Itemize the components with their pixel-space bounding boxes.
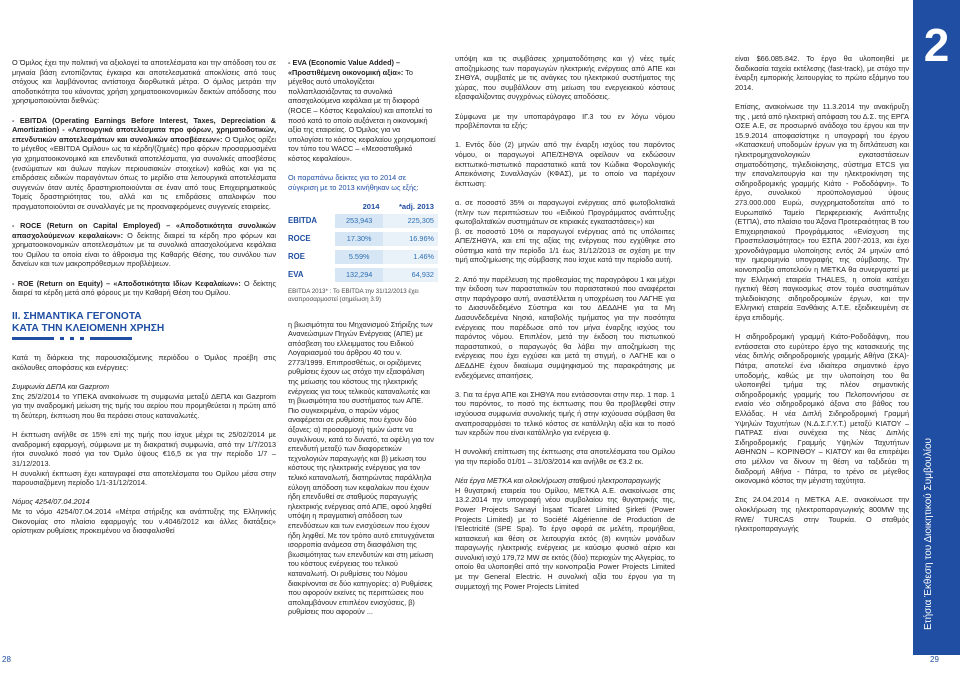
discount-paragraph: Η έκπτωση ανήλθε σε 15% επί της τιμής που ίσχυε μέχρι τις 25/02/2014 με αναδρομική εφαρμογή, σύμφωνα με τη διακρατική συμφωνία, από την 1/7/2013 ήτοι συνολικό ποσό για τον Όμιλο ύψους €16,5 εκ για την περίοδο 1/7 – 31/12/2013. <box>12 430 276 468</box>
eva-text: Το μέγεθος αυτό υπολογίζεται πολλαπλασιάζοντας τα συνολικά απασχολούμενα κεφάλαια με τη διαφορά (ROCE – Κόστος Κεφαλαίου) και αποτελεί το ποσό κατά το οποίο αυξάνεται η οικονομική αξία της εταιρείας. Ο Όμιλος για να υπολογίσει το κόστος κεφαλαίου χρησιμοποιεί τον τύπο του WACC – «Μεσοσταθμικό κόστος κεφαλαίου». <box>288 67 436 163</box>
row-label: EBITDA <box>288 215 318 225</box>
value-2013: 225,305 <box>383 214 438 228</box>
value-2013: 1.46% <box>383 250 438 264</box>
row-label: EVA <box>288 269 304 279</box>
chapter-sidebar <box>913 0 960 655</box>
col4-paragraph-4: Στις 24.04.2014 η ΜΕΤΚΑ Α.Ε. ανακοίνωσε την ολοκλήρωση της ηλεκτροπαραγωγικής 800MW της RWE/ TURCAS στην Τουρκία. Ο σταθμός ηλεκτροπαραγωγής <box>735 495 909 534</box>
row-label: ROE <box>288 251 305 261</box>
value-2014: 132,294 <box>335 268 384 282</box>
law-heading: Νόμος 4254/07.04.2014 <box>12 497 90 507</box>
ebitda-text: Ο Όμιλος ορίζει το μέγεθος «EBITDA Ομίλου» ως τα κέρδη/(ζημιές) προ φόρων προσαρμοσμένα για χρηματοοικονομικά και επενδυτικά αποτελέσματα, για συνολικές αποσβέσεις (ενσώματων και άυλων παγίων περιουσιακών στοιχείων) καθώς και για τις επιδράσεις ειδικών παραγόντων όπως το μερίδιο στα λειτουργικά αποτελέσματα συγγενών όταν αυτές δραστηριοποιούνται σε έναν από τους Επιχειρηματικούς Τομείς δραστηριότητας του, αλλά και τις επιδράσεις απαλοιφών που πραγματοποιούνται σε συναλλαγές με τις προαναφερόμενες συγγενείς εταιρείες. <box>12 134 276 211</box>
ebitda-definition <box>12 116 276 212</box>
discount-paragraph-2: Η συνολική έκπτωση έχει καταγραφεί στα αποτελέσματα του Ομίλου μέσα στην παρουσιαζόμενη περίοδο 1/1-31/12/2014. <box>12 468 276 488</box>
page-number-left: 28 <box>2 655 11 664</box>
roce-term: - ROCE (Return on Capital Employed) – «Αποδοτικότητα συνολικών απασχολούμενων κεφαλαίων»: <box>12 221 276 240</box>
value-2014: 17.30% <box>335 232 384 246</box>
col-header-2014: 2014 <box>362 201 380 211</box>
table-footnote: EBITDA 2013* : Το EBITDA την 31/12/2013 έχει αναπροσαρμοστεί (σημείωση 3.9) <box>288 287 419 303</box>
eva-term: - EVA (Economic Value Added) – «Προστιθέμενη οικονομική αξία»: <box>288 58 404 77</box>
left-column-2 <box>288 58 436 627</box>
col4-paragraph-2: Επίσης, ανακοίνωσε την 11.3.2014 την ανακήρυξη της , μετά από ηλεκτρική απόφαση του Δ.Σ. της ΕΡΓΑ ΟΣΕ Α.Ε, σε προσωρινό ανάδοχο του έργου και την 15.9.2014 αποφασίστηκε η υπογραφή του έργου «Κατασκευή υποδομών έργων για τη διπλάτευση και ηλεκτρομηχανολογικών εγκαταστάσεων σηματοδότησης, τηλεδιοίκησης, σύστημα ETCS για την επαναλειτουργία και την ηλεκτροκίνηση της σιδηροδρομικής γραμμής Κιάτο - Ροδοδάφνη». Το έργο, συνολικού προϋπολογισμού ύψους 273.000.000 Ευρώ, συγχρηματοδοτείται από το Ευρωπαϊκό Ταμείο Περιφερειακής Ανάπτυξης (ΕΤΠΑ), στο πλαίσιο του Άξονα Προτεραιότητας Β του Επιχειρησιακού Προγράμματος «Ενίσχυση της Προσπελασιμότητας» του ΕΣΠΑ 2007-2013, και έχει χρονοδιάγραμμα υλοποίησης εντός 24 μηνών από την ημερομηνία υπογραφής της σύμβασης. Την κοινοπραξία αποτελούν η ΜΕΤΚΑ θα συνεργαστεί με την Ελληνική εταιρεία THALES, η οποία κατέχει ηγετική θέση παγκοσμίως στον τομέα συστημάτων τηλεδιοίκησης σιδηροδρομικών έργων, και την Ελληνική εταιρεία Ξανθάκης Α.Τ.Ε. εξειδικευμένη σε έργα επιδομής. <box>735 101 909 323</box>
section-title-line-1: II. ΣΗΜΑΝΤΙΚΑ ΓΕΓΟΝΟΤΑ <box>12 311 142 323</box>
page-number-right: 29 <box>930 655 939 664</box>
right-column-1 <box>455 54 675 601</box>
table-row-roce <box>288 232 438 246</box>
roe-text: Ο δείκτης διαιρεί τα κέρδη μετά από φόρους με την Καθαρή Θέση του Ομίλου. <box>12 278 276 298</box>
gazprom-heading: Συμφωνία ΔΕΠΑ και Gazprom <box>12 382 110 392</box>
intro-paragraph: Ο Όμιλος έχει την πολιτική να αξιολογεί τα αποτελέσματα και την απόδοση του σε μηνιαία βάση εντοπίζοντας έγκαιρα και αποτελεσματικά αποκλίσεις από τους στόχους και λαμβάνοντας αντίστοιχα διορθωτικά μέτρα. Ο όμιλος μετράει την αποδοτικότητα του κάνοντας χρήση χρηματοοικονομικών δεικτών απόδοσης που χρησιμοποιούνται διεθνώς: <box>12 58 276 106</box>
section-divider <box>12 337 132 341</box>
eva-definition <box>288 58 436 164</box>
table-row-roe <box>288 250 438 264</box>
value-2014: 5.59% <box>335 250 384 264</box>
chapter-title: Ετήσια Έκθεση του Διοικητικού Συμβουλίου <box>923 437 934 630</box>
col3-paragraph-8: Η συνολική επίπτωση της έκπτωσης στα αποτελέσματα του Ομίλου για την περίοδο 01/01 – 31/03/2014 και ανήλθε σε €3.2 εκ. <box>455 447 675 466</box>
value-2014: 253,943 <box>335 214 384 228</box>
table-row-ebitda <box>288 214 438 228</box>
col4-paragraph-1: είναι $66.085.842. Το έργο θα υλοποιηθεί με διαδικασία ταχεία εκτέλεσης (fast-track), με στόχο την έναρξη εμπορικής λειτουργίας το πρώτο εξάμηνο του 2014. <box>735 54 909 92</box>
row-label: ROCE <box>288 233 311 243</box>
col3-paragraph-4: α. σε ποσοστό 35% οι παραγωγοί ενέργειας από φωτοβολταϊκά (πλην των περιπτώσεων του «Ειδικού Προγράμματος ανάπτυξης φωτοβολταϊκών συστημάτων σε κτιριακές εγκαταστάσεις») και <box>455 197 675 227</box>
indicators-table <box>288 202 438 282</box>
col2-bottom-paragraph: η βιωσιμότητα του Μηχανισμού Στήριξης των Ανανεώσιμων Πηγών Ενέργειας (ΑΠΕ) με απόσβεση του ελλειμματος του Ειδικού Λογαριασμού του άρθρου 40 του ν. 2773/1999. Επιπροσθέτως, οι οριζόμενες ρυθμίσεις έχουν ως στόχο την εξασφάλιση της μείωσης του κόστους της ηλεκτρικής ενέργειας για τους τελικούς καταναλωτές και τη βιωσιμότητα του συστήματος των ΑΠΕ. Πιο συγκεκριμένα, ο παρών νόμος αναφέρεται σε ρυθμίσεις που έχουν δύο άξονες: α) προσαρμογή τιμών ώστε να συγκλίνουν, κατά το δυνατό, τα οφέλη για τον επενδυτή μεταξύ των διαφορετικών τεχνολογιών παραγωγής και β) μείωση του κόστους της ηλεκτρικής ενέργειας για τον τελικό καταναλωτή, διατηρώντας παράλληλα εύλογη απόδοση των κεφαλαίων που έχουν ήδη επενδυθεί σε σταθμούς παραγωγής ηλεκτρικής ενέργειας από ΑΠΕ, αφού ληφθεί υπόψη η πραγματική απόδοση των επενδύσεων και των ενισχύσεων που έχουν ήδη ληφθεί. Με τον τρόπο αυτό επιτυγχάνεται ισορροπία ανάμεσα στη διασφάλιση της βιωσιμότητας των επενδυτών και στη μείωση του κόστους ενέργειας του τελικού καταναλωτή. Οι ρυθμίσεις του Νόμου διακρίνονται σε δύο κατηγορίες: α) Ρυθμίσεις που αφορούν εκείνες τις περιπτώσεις που απολαμβάνουν επιπλέον ενισχύσεις, β) ρυθμίσεις που αφορούν ... <box>288 319 435 617</box>
roce-definition <box>12 221 276 269</box>
law-paragraph: Με το νόμο 4254/07.04.2014 «Μέτρα στήριξης και ανάπτυξης της Ελληνικής Οικονομίας στο πλαίσιο εφαρμογής του ν.4046/2012 και άλλες διατάξεις» ορίστηκαν ρυθμίσεις προκειμένου να διασφαλισθεί <box>12 506 276 536</box>
col3-paragraph-6: 2. Από την παρέλευση της προθεσμίας της παραγράφου 1 και μέχρι την έκδοση των παραστατικών του παραστατικού που αναφέρεται στην παράγραφο αυτή, αναστέλλεται η υποχρέωση του ΛΑΓΗΕ για το Διασυνδεδεμένο Σύστημα και του ΔΕΔΔΗΕ για τα Μη Διασυνδεδεμένα Νησιά, καταβολής τιμήματος για την ποσότητα ενέργειας που παρέδωσε από τον μήνα έναρξης ισχύος του παρόντος νόμου. Επιπλέον, μετά την έκδοση του πιστωτικού παραστατικού, ο παραγωγός θα λάβει την αποζημίωση της ενέργειας που έχει εγχύσει και μετά τη στιγμή, ο ΛΑΓΗΕ και ο ΔΕΔΔΗΕ έχουν δικαίωμα συμψηφισμού της παρακράτησης με ενδεχόμενες απαιτήσεις. <box>455 274 675 380</box>
roe-term: - ROE (Return on Equity) – «Αποδοτικότητα Ιδίων Κεφαλαίων»: <box>12 278 241 288</box>
col3-paragraph-1: υπόψη και τις συμβάσεις χρηματοδότησης και γ) νέες τιμές αποζημίωσης των παραγωγών ηλεκτρικής ενέργειας από ΑΠΕ και ΣΗΘΥΑ, συμβατές με τις ανάγκες του ηλεκτρικού συστήματος της χώρας, που συμβάλλουν στη μείωση του ενεργειακού κόστους εξασφαλίζοντας συγχρόνως εύλογες αποδόσεις. <box>455 54 675 102</box>
roe-definition <box>12 279 276 298</box>
col3-paragraph-2: Σύμφωνα με την υποπαράγραφο ΙΓ.3 του εν λόγω νόμου προβλέπονται τα εξής: <box>455 111 675 131</box>
chapter-number: 2 <box>923 19 950 71</box>
value-2013: 64,932 <box>383 268 438 282</box>
left-column-1 <box>12 58 276 545</box>
col-header-2013: *adj. 2013 <box>398 201 434 211</box>
roce-text: Ο δείκτης διαιρεί τα κέρδη προ φόρων και χρηματοοικονομικών αποτελεσμάτων με τα συνολικά απασχολούμενα κεφάλαια του Ομίλου τα οποία είναι το άθροισμα της Καθαρής Θέσης, του συνόλου των δανείων και των μακροπρόθεσμων προβλέψεων. <box>12 230 276 269</box>
value-2013: 16.96% <box>383 232 438 246</box>
col3-paragraph-9: Η θυγατρική εταιρεία του Ομίλου, ΜΕΤΚΑ Α.Ε. ανακοίνωσε στις 13.2.2014 την υπογραφή νέου συμβολαίου της θυγατρικής της, Power Projects Sanayi İnşaat Ticaret Limited Şirketi (Power Projects Limited) με το Société Algérienne de Production de l'Electricité (SPE Spa). Το έργο αφορά σε μελέτη, προμήθεια, κατασκευή και θέση σε λειτουργία εκτός (8) κινητών μονάδων παραγωγής ηλεκτρικής ενέργειας με καύσιμο φυσικό αέριο και συνολική ισχύ 179,72 MW σε εκτός (δύο) περιοχών της Αλγερίας, το οποίο θα υλοποιηθεί από την κοινοπραξία Power Projects Limited με την General Electric. Η συνολική αξία του έργου για τη συμμετοχή της Power Projects Limited <box>455 485 675 591</box>
table-row-eva <box>288 268 438 282</box>
new-projects-heading: Νέα έργα ΜΕΤΚΑ και ολοκλήρωση σταθμού ηλεκτροπαραγωγής <box>455 476 661 486</box>
col4-paragraph-3: Η σιδηροδρομική γραμμή Κιάτο-Ροδοδάφνη, που εντάσσεται στο ευρύτερο έργο της κατασκευής της νέας διπλής σιδηροδρομικής γραμμής Αθήνα (ΣΚΑ)-Πάτρα, αποτελεί ένα ιδιαίτερα σημαντικό έργο υποδομής, καθώς με την υλοποίηση του θα υλοποιηθεί τμήμα της πλέον σημαντικής σιδηροδρομικής γραμμής του Πελοποννήσου σε ενιαίο νέο σιδηροδρομικό άξονα στο βάθος του Ελλάδας. Η νέα Διπλή Σιδηροδρομική Γραμμή Υψηλών Ταχυτήτων (Ν.Δ.Σ.Γ.Υ.Τ.) μεταξύ ΚΙΑΤΟΥ – ΠΑΤΡΑΣ είναι συνέχεια της Νέας Διπλής Σιδηροδρομικής Γραμμής Υψηλών Ταχυτήτων ΑΘΗΝΩΝ – ΚΟΡΙΝΘΟΥ – ΚΙΑΤΟΥ και θα επιτρέψει στο μέλλον να δίνουν τη θέση να ταξιδεύει τη διαδρομή Αθήνα - Πάτρα, το τρένο σε μέγεθος οικονομικό κόστος την μέγιστη ταχύτητα. <box>735 332 909 486</box>
ebitda-term: - EBITDA (Operating Earnings Before Interest, Taxes, Depreciation & Amortization) - «Λειτουργικά αποτελέσματα προ φόρων, χρηματοδοτικών, επενδυτικών αποτελεσμάτων και συνολικών αποσβέσεων»: <box>12 115 276 144</box>
section-title-line-2: ΚΑΤΑ ΤΗΝ ΚΛΕΙΟΜΕΝΗ ΧΡΗΣΗ <box>12 323 165 335</box>
events-intro: Κατά τη διάρκεια της παρουσιαζόμενης περιόδου ο Όμιλος προέβη στις ακόλουθες αποφάσεις και ενέργειες: <box>12 353 276 373</box>
right-column-2 <box>735 54 909 543</box>
gazprom-paragraph: Στις 25/2/2014 το ΥΠΕΚΑ ανακοίνωσε τη συμφωνία μεταξύ ΔΕΠΑ και Gazprom για την αναδρομική μείωση της τιμής του αερίου που προμηθεύεται η πρώτη από τη δεύτερη, έκπτωση που θα περάσει στους καταναλωτές. <box>12 391 276 420</box>
col3-paragraph-7: 3. Για τα έργα ΑΠΕ και ΣΗΘΥΑ που εντάσσονται στην περ. 1 παρ. 1 του παρόντος, το ποσό της έκπτωσης που θα προβλεφθεί στην ισχύουσα συμφωνία συνολικής τιμής ή στην ισχύουσα σύμβαση θα αναπροσαρμόσει το τελικό κόστος σε κατάλληλη αξία και το ποσό των κερδών που είναι κατάλληλο για ενέργεια ψ. <box>455 389 675 438</box>
col3-paragraph-5: β. σε ποσοστό 10% οι παραγωγοί ενέργειας από τις υπόλοιπες ΑΠΕ/ΣΗΘΥΑ, και επί της αξίας της ενέργειας που εγχύθηκε στο σύστημα κατά την περίοδο 1/1 έως 31/12/2013 σε σχέση με την τιμή αποζημίωσης της σύμβασης που ίσχυε κατά την περίοδο αυτή. <box>455 226 675 265</box>
col3-paragraph-3: 1. Εντός δύο (2) μηνών από την έναρξη ισχύος του παρόντος νόμου, οι παραγωγοί ΑΠΕ/ΣΗΘΥΑ οφείλουν να εκδώσουν εκπτωτικό-πιστωτικό παραστατικό κατά τον Κώδικα Φορολογικής Απεικόνισης Συναλλαγών (ΚΦΑΣ), με το οποίο να παρέχουν έκπτωση: <box>455 140 675 188</box>
indicators-intro: Οι παραπάνω δείκτες για το 2014 σε σύγκριση με το 2013 κινήθηκαν ως εξής: <box>288 173 419 192</box>
